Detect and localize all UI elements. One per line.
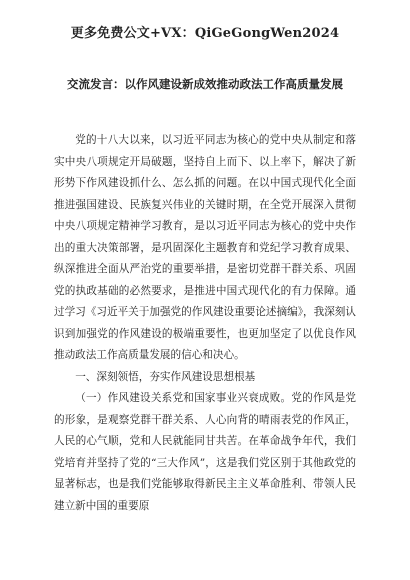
header-banner: 更多免费公文+VX：QiGeGongWen2024 (70, 26, 340, 41)
subsection-paragraph: （一）作风建设关系党和国家事业兴衰成败。党的作风是党的形象，是观察党群干群关系、人心向背的晴雨表党的作风正，人民的心气顺，党和人民就能同甘共苦。在革命战争年代，我们党培育并坚持了党的“三大作风”，这是我们党区别于其他政党的显著标志，也是我们党能够取得新民主主义革命胜利、带领人民建立新中国的重要原 (54, 392, 356, 512)
body-paragraph: 党的十八大以来，以习近平同志为核心的党中央从制定和落实中央八项规定开局破题，坚持自上而下、以上率下，解决了新形势下作风建设抓什么、怎么抓的问题。在以中国式现代化全面推进强国建设、民族复兴伟业的关键时期，在全党开展深入贯彻中央八项规定精神学习教育，是以习近平同志为核心的党中央作出的重大决策部署，是巩固深化主题教育和党纪学习教育成果、纵深推进全面从严治党的重要举措，是密切党群干群关系、巩固党的执政基础的必然要求，是推进中国式现代化的有力保障。通过学习《习近平关于加强党的作风建设重要论述摘编》，我深刻认识到加强党的作风建设的极端重要性，也更加坚定了以优良作风推动政法工作高质量发展的信心和决心。 (54, 134, 356, 361)
document-body (54, 130, 356, 517)
document-title: 交流发言：以作风建设新成效推动政法工作高质量发展 (67, 77, 343, 91)
section-heading: 一、深刻领悟，夯实作风建设思想根基 (75, 370, 256, 383)
